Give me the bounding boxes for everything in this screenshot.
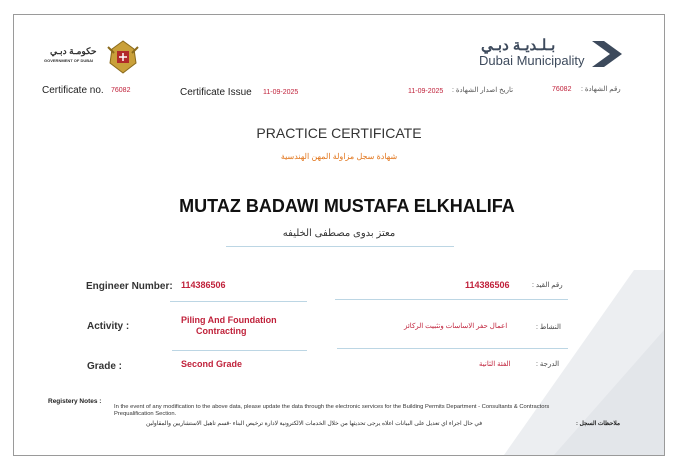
engineer-number-value: 114386506 xyxy=(181,280,226,290)
cert-no-value-ar: 76082 xyxy=(552,86,572,93)
registery-notes-label: Registery Notes : xyxy=(48,398,102,405)
row-divider-right xyxy=(337,348,568,349)
activity-label: Activity : xyxy=(87,321,130,332)
row-divider-right xyxy=(335,299,568,300)
notes-text-en-line2: Prequalification Section. xyxy=(114,411,177,417)
cert-issue-label-ar: تاريخ اصدار الشهادة : xyxy=(452,87,514,94)
dm-logo-text-en: Dubai Municipality xyxy=(479,53,585,68)
notes-text-en-line1: In the event of any modification to the above data, please update the data through the electronic services for the Building Permits Department - Consultants & Contractors xyxy=(114,404,550,410)
activity-value-line1: Piling And Foundation xyxy=(181,315,277,325)
engineer-number-label-ar: رقم القيد : xyxy=(532,282,563,289)
grade-value: Second Grade xyxy=(181,359,243,369)
gov-emblem-icon xyxy=(104,37,142,77)
activity-label-ar: النشاط : xyxy=(536,324,561,331)
notes-label-ar: ملاحظات السجل : xyxy=(576,421,620,427)
notes-text-ar: في حال اجراء اي تعديل على البيانات اعلاه يرجى تحديثها من خلال الخدمات الالكترونية لادارة ترخيص البناء -قسم تاهيل الاستشاريين والمقاولين xyxy=(146,421,482,427)
activity-value-ar: اعمال حفر الاساسات وتثبيت الركائز xyxy=(404,323,508,330)
cert-issue-label: Certificate Issue xyxy=(180,87,252,98)
certificate-title-ar: شهادة سجل مزاولة المهن الهندسية xyxy=(280,152,398,161)
cert-no-value: 76082 xyxy=(111,87,131,94)
grade-label-ar: الدرجة : xyxy=(536,361,560,368)
grade-label: Grade : xyxy=(87,361,123,372)
gov-logo-text-en: GOVERNMENT OF DUBAI xyxy=(44,58,94,63)
certificate-frame xyxy=(13,14,665,456)
certificate-title: PRACTICE CERTIFICATE xyxy=(256,125,422,141)
cert-no-label: Certificate no. xyxy=(42,85,104,96)
cert-no-label-ar: رقم الشهادة : xyxy=(581,86,621,93)
holder-name: MUTAZ BADAWI MUSTAFA ELKHALIFA xyxy=(179,196,515,216)
gov-logo-text-ar: حكومـة دبـي xyxy=(50,46,97,56)
dm-chevron-icon xyxy=(590,39,624,69)
grade-value-ar: الفئة الثانية xyxy=(479,361,511,368)
row-divider-left xyxy=(172,350,307,351)
engineer-number-value-ar: 114386506 xyxy=(465,280,510,290)
name-underline xyxy=(226,246,454,247)
dm-logo-text-ar: بـلـديـة دبـي xyxy=(481,37,556,54)
activity-value-line2: Contracting xyxy=(196,326,247,336)
cert-issue-value: 11-09-2025 xyxy=(263,89,299,96)
engineer-number-label: Engineer Number: xyxy=(86,281,173,292)
cert-issue-value-ar: 11-09-2025 xyxy=(408,88,444,95)
holder-name-ar: معتز بدوى مصطفى الخليفه xyxy=(282,228,396,239)
row-divider-left xyxy=(170,301,307,302)
